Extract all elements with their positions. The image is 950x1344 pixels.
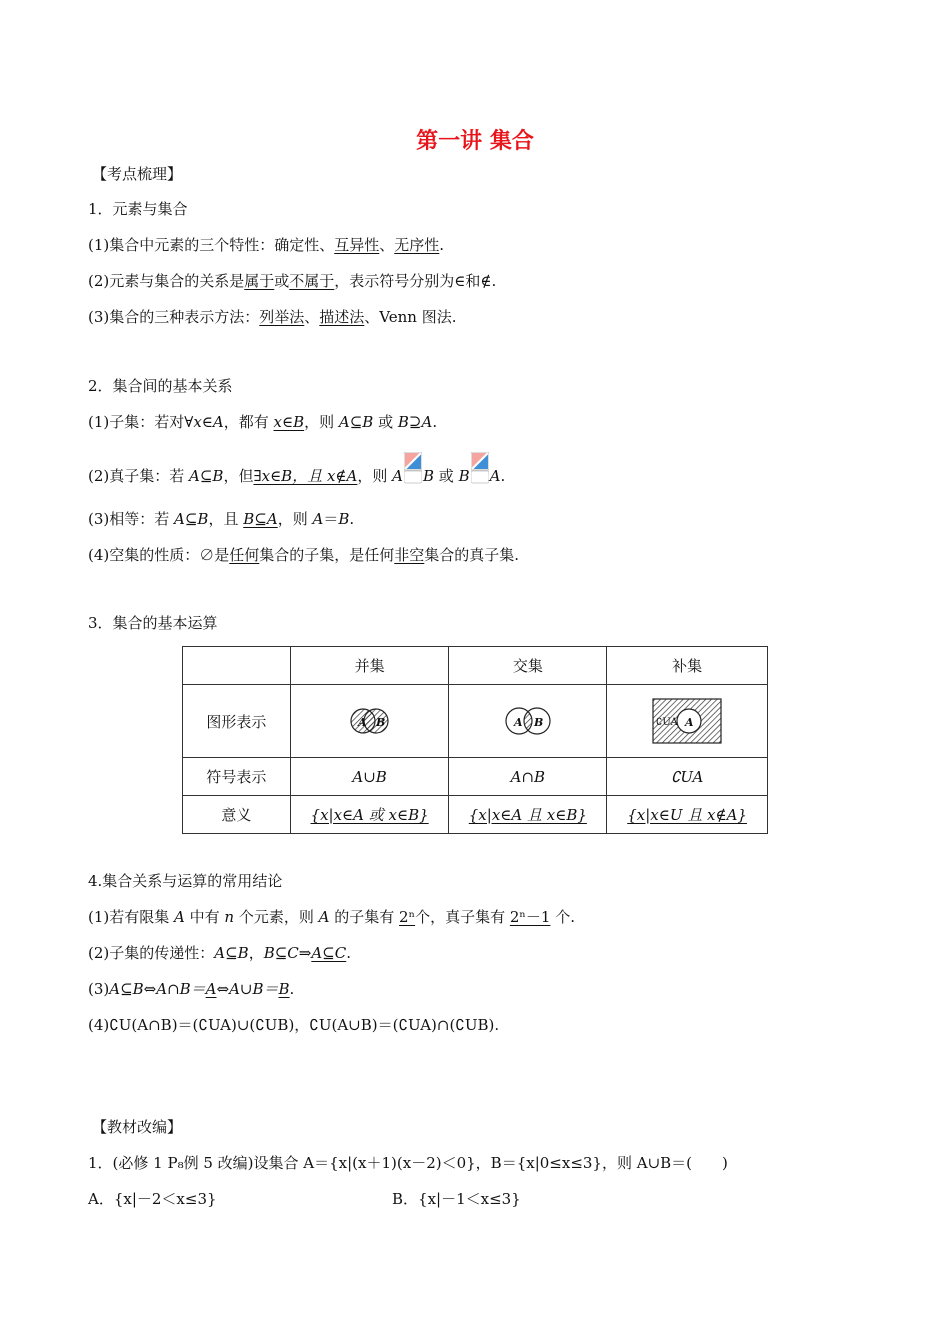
row-label-symbol: 符号表示 <box>183 758 291 796</box>
option-a: A．{x|－2＜x≤3} <box>88 1190 217 1208</box>
table-row-meaning <box>183 796 768 834</box>
venn-intersection-diagram <box>493 699 563 743</box>
s4-line-3: (3)A⊆B⇔A∩B＝A⇔A∪B＝B. <box>88 980 295 998</box>
option-b: B．{x|－1＜x≤3} <box>392 1190 521 1208</box>
s4-line-2: (2)子集的传递性：A⊆B，B⊆C⇒A⊆C. <box>88 944 352 962</box>
question-1: 1．(必修 1 P₈例 5 改编)设集合 A＝{x|(x＋1)(x－2)＜0}，B＝{x|0≤x≤3}，则 A∪B＝( ) <box>88 1154 728 1172</box>
venn-union-label-a: A <box>357 716 367 729</box>
section-2-heading: 2．集合间的基本关系 <box>88 377 233 395</box>
venn-complement-diagram <box>651 697 723 745</box>
col-header-complement: 补集 <box>607 647 768 685</box>
section-4-heading: 4.集合关系与运算的常用结论 <box>88 872 283 890</box>
s1-line-3: (3)集合的三种表示方法：列举法、描述法、Venn 图法. <box>88 308 457 326</box>
section-header-kaodian: 【考点梳理】 <box>92 165 183 183</box>
proper-subset-icon <box>404 452 422 470</box>
s2-line-4: (4)空集的性质：∅是任何集合的子集，是任何非空集合的真子集. <box>88 546 520 564</box>
venn-complement-cell <box>607 685 768 758</box>
venn-complement-label-cu: ∁UA <box>656 717 678 728</box>
table-row-symbol <box>183 758 768 796</box>
table-header-row <box>183 647 768 685</box>
meaning-union-cell <box>290 796 449 834</box>
meaning-intersection-cell <box>449 796 607 834</box>
row-label-figure: 图形表示 <box>183 685 291 758</box>
venn-union-diagram <box>340 699 400 743</box>
venn-complement-label-a: A <box>685 716 694 729</box>
table-row-figure <box>183 685 768 758</box>
s2-line-1: (1)子集：若对∀x∈A，都有 x∈B，则 A⊆B 或 B⊇A. <box>88 413 438 431</box>
set-operations-table <box>182 646 768 834</box>
section-3-heading: 3．集合的基本运算 <box>88 614 218 632</box>
venn-intersection-cell <box>449 685 607 758</box>
meaning-intersection: {x|x∈A 且 x∈B} <box>468 806 587 824</box>
symbol-union: A∪B <box>290 758 449 796</box>
row-label-meaning: 意义 <box>183 796 291 834</box>
col-header-union: 并集 <box>290 647 449 685</box>
s4-line-1: (1)若有限集 A 中有 n 个元素，则 A 的子集有 2ⁿ个，真子集有 2ⁿ－1 个. <box>88 908 575 926</box>
venn-intersection-label-b: B <box>533 716 544 729</box>
col-header-intersection: 交集 <box>449 647 607 685</box>
venn-union-cell <box>290 685 449 758</box>
s1-line-1: (1)集合中元素的三个特性：确定性、互异性、无序性. <box>88 236 445 254</box>
symbol-intersection: A∩B <box>449 758 607 796</box>
proper-superset-icon <box>471 452 489 470</box>
section-1-heading: 1．元素与集合 <box>88 200 188 218</box>
page-title: 第一讲 集合 <box>416 129 534 154</box>
s1-line-2: (2)元素与集合的关系是属于或不属于，表示符号分别为∈和∉. <box>88 272 497 290</box>
meaning-complement-cell <box>607 796 768 834</box>
section-header-jiaocai: 【教材改编】 <box>92 1118 183 1136</box>
table-corner-cell <box>183 647 291 685</box>
s4-line-4: (4)∁U(A∩B)＝(∁UA)∪(∁UB)，∁U(A∪B)＝(∁UA)∩(∁UB). <box>88 1016 500 1034</box>
s2-line-2: (2)真子集：若 A⊆B，但∃x∈B，且 x∉A，则 A B 或 B A. <box>88 452 505 486</box>
venn-union-label-b: B <box>375 716 385 729</box>
symbol-complement: ∁UA <box>607 758 768 796</box>
s2-line-3: (3)相等：若 A⊆B，且 B⊆A，则 A＝B. <box>88 510 355 528</box>
meaning-union: {x|x∈A 或 x∈B} <box>310 806 429 824</box>
meaning-complement: {x|x∈U 且 x∉A} <box>627 806 747 824</box>
venn-intersection-label-a: A <box>513 716 523 729</box>
